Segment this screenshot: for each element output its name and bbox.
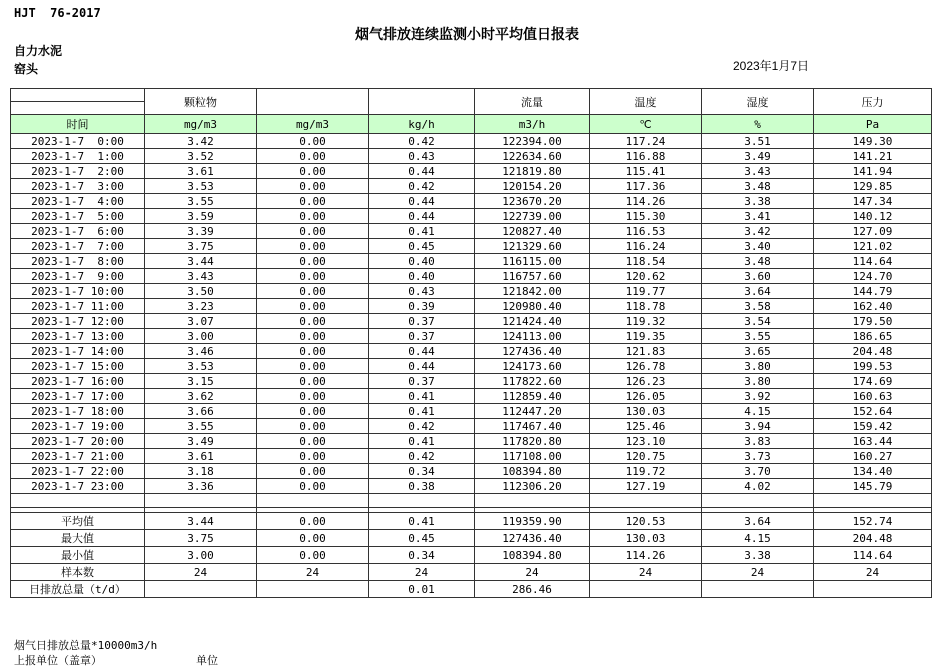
summary-label: 样本数 <box>11 564 145 581</box>
value-cell: 116.53 <box>590 224 702 239</box>
value-cell: 0.00 <box>257 513 369 530</box>
table-row <box>11 224 932 239</box>
value-cell: 0.00 <box>257 479 369 494</box>
value-cell: 3.70 <box>702 464 814 479</box>
time-cell: 2023-1-7 12:00 <box>11 314 145 329</box>
time-cell: 2023-1-7 15:00 <box>11 359 145 374</box>
unit-kgh: kg/h <box>369 115 475 134</box>
empty-row <box>11 494 932 508</box>
header-blank-col4 <box>369 89 475 115</box>
value-cell: 0.00 <box>257 164 369 179</box>
time-cell: 2023-1-7 18:00 <box>11 404 145 419</box>
time-cell: 2023-1-7 1:00 <box>11 149 145 164</box>
value-cell: 145.79 <box>814 479 932 494</box>
value-cell: 152.64 <box>814 404 932 419</box>
summary-row <box>11 513 932 530</box>
value-cell: 0.00 <box>257 329 369 344</box>
table-row <box>11 254 932 269</box>
value-cell: 0.37 <box>369 329 475 344</box>
value-cell: 112859.40 <box>475 389 590 404</box>
value-cell <box>369 494 475 508</box>
value-cell: 3.62 <box>145 389 257 404</box>
time-cell <box>11 494 145 508</box>
value-cell: 121424.40 <box>475 314 590 329</box>
value-cell: 0.42 <box>369 179 475 194</box>
header-particulate: 颗粒物 <box>145 89 257 115</box>
header-blank-col3 <box>257 89 369 115</box>
value-cell: 0.00 <box>257 134 369 149</box>
table-row <box>11 299 932 314</box>
value-cell: 4.15 <box>702 530 814 547</box>
value-cell: 130.03 <box>590 404 702 419</box>
value-cell <box>257 494 369 508</box>
table-row <box>11 404 932 419</box>
value-cell: 0.37 <box>369 374 475 389</box>
value-cell: 122739.00 <box>475 209 590 224</box>
time-cell: 2023-1-7 8:00 <box>11 254 145 269</box>
value-cell: 0.44 <box>369 194 475 209</box>
time-cell: 2023-1-7 6:00 <box>11 224 145 239</box>
monitoring-point: 窑头 <box>14 62 39 76</box>
value-cell: 0.44 <box>369 164 475 179</box>
value-cell: 0.00 <box>257 389 369 404</box>
value-cell: 0.00 <box>257 404 369 419</box>
table-row <box>11 434 932 449</box>
value-cell: 121819.80 <box>475 164 590 179</box>
value-cell: 3.43 <box>145 269 257 284</box>
value-cell: 179.50 <box>814 314 932 329</box>
value-cell: 24 <box>257 564 369 581</box>
company-name: 自力水泥 <box>14 44 63 58</box>
header-humidity: 湿度 <box>702 89 814 115</box>
value-cell: 127436.40 <box>475 530 590 547</box>
value-cell: 126.78 <box>590 359 702 374</box>
value-cell: 120.62 <box>590 269 702 284</box>
value-cell: 0.40 <box>369 254 475 269</box>
value-cell <box>145 494 257 508</box>
value-cell: 3.39 <box>145 224 257 239</box>
value-cell: 120827.40 <box>475 224 590 239</box>
value-cell: 24 <box>702 564 814 581</box>
value-cell: 123670.20 <box>475 194 590 209</box>
value-cell <box>475 494 590 508</box>
value-cell: 3.40 <box>702 239 814 254</box>
value-cell: 3.38 <box>702 547 814 564</box>
value-cell: 0.41 <box>369 404 475 419</box>
value-cell: 152.74 <box>814 513 932 530</box>
value-cell: 120154.20 <box>475 179 590 194</box>
value-cell: 3.80 <box>702 374 814 389</box>
value-cell: 3.75 <box>145 239 257 254</box>
time-cell: 2023-1-7 17:00 <box>11 389 145 404</box>
value-cell: 116757.60 <box>475 269 590 284</box>
value-cell: 160.27 <box>814 449 932 464</box>
value-cell: 163.44 <box>814 434 932 449</box>
table-row <box>11 359 932 374</box>
value-cell: 0.45 <box>369 530 475 547</box>
value-cell: 0.41 <box>369 389 475 404</box>
value-cell: 112306.20 <box>475 479 590 494</box>
value-cell: 122394.00 <box>475 134 590 149</box>
value-cell: 199.53 <box>814 359 932 374</box>
summary-row <box>11 564 932 581</box>
value-cell: 124113.00 <box>475 329 590 344</box>
table-row <box>11 269 932 284</box>
summary-row <box>11 547 932 564</box>
time-cell: 2023-1-7 23:00 <box>11 479 145 494</box>
table-row <box>11 329 932 344</box>
value-cell: 3.44 <box>145 254 257 269</box>
value-cell: 0.00 <box>257 464 369 479</box>
value-cell <box>702 494 814 508</box>
value-cell: 0.00 <box>257 224 369 239</box>
unit-percent: % <box>702 115 814 134</box>
report-date: 2023年1月7日 <box>732 59 810 73</box>
value-cell: 4.15 <box>702 404 814 419</box>
value-cell: 130.03 <box>590 530 702 547</box>
value-cell: 0.00 <box>257 284 369 299</box>
unit-pm-mgm3: mg/m3 <box>145 115 257 134</box>
value-cell: 3.18 <box>145 464 257 479</box>
time-cell: 2023-1-7 22:00 <box>11 464 145 479</box>
value-cell: 127436.40 <box>475 344 590 359</box>
time-cell: 2023-1-7 4:00 <box>11 194 145 209</box>
table-row <box>11 464 932 479</box>
value-cell: 0.39 <box>369 299 475 314</box>
value-cell: 3.41 <box>702 209 814 224</box>
value-cell: 0.45 <box>369 239 475 254</box>
value-cell: 0.00 <box>257 449 369 464</box>
table-row <box>11 149 932 164</box>
report-title: 烟气排放连续监测小时平均值日报表 <box>355 26 579 42</box>
value-cell: 3.15 <box>145 374 257 389</box>
value-cell: 0.00 <box>257 419 369 434</box>
value-cell: 24 <box>475 564 590 581</box>
value-cell: 3.58 <box>702 299 814 314</box>
value-cell: 121.02 <box>814 239 932 254</box>
value-cell: 117822.60 <box>475 374 590 389</box>
value-cell: 108394.80 <box>475 464 590 479</box>
value-cell <box>590 494 702 508</box>
value-cell: 115.30 <box>590 209 702 224</box>
header-empty-bottom-cell <box>11 102 145 115</box>
value-cell: 3.00 <box>145 329 257 344</box>
value-cell: 0.00 <box>257 344 369 359</box>
value-cell: 147.34 <box>814 194 932 209</box>
value-cell: 125.46 <box>590 419 702 434</box>
value-cell: 3.49 <box>145 434 257 449</box>
value-cell: 0.44 <box>369 209 475 224</box>
value-cell: 123.10 <box>590 434 702 449</box>
value-cell: 204.48 <box>814 344 932 359</box>
value-cell: 0.42 <box>369 419 475 434</box>
value-cell: 126.23 <box>590 374 702 389</box>
value-cell: 24 <box>590 564 702 581</box>
value-cell: 3.44 <box>145 513 257 530</box>
value-cell: 0.00 <box>257 314 369 329</box>
value-cell: 116.88 <box>590 149 702 164</box>
time-cell: 2023-1-7 14:00 <box>11 344 145 359</box>
time-cell: 2023-1-7 13:00 <box>11 329 145 344</box>
value-cell: 3.75 <box>145 530 257 547</box>
value-cell: 24 <box>814 564 932 581</box>
summary-row <box>11 530 932 547</box>
table-row <box>11 419 932 434</box>
time-cell: 2023-1-7 16:00 <box>11 374 145 389</box>
time-cell: 2023-1-7 19:00 <box>11 419 145 434</box>
value-cell: 3.52 <box>145 149 257 164</box>
value-cell: 0.38 <box>369 479 475 494</box>
value-cell: 0.37 <box>369 314 475 329</box>
report-unit-label: 上报单位（盖章） <box>14 655 102 667</box>
emission-report-table <box>10 88 932 598</box>
value-cell: 114.26 <box>590 547 702 564</box>
value-cell: 159.42 <box>814 419 932 434</box>
value-cell: 3.00 <box>145 547 257 564</box>
time-cell: 2023-1-7 10:00 <box>11 284 145 299</box>
header-flow: 流量 <box>475 89 590 115</box>
table-row <box>11 449 932 464</box>
value-cell: 0.00 <box>257 194 369 209</box>
value-cell: 3.53 <box>145 179 257 194</box>
value-cell: 124.70 <box>814 269 932 284</box>
value-cell: 121.83 <box>590 344 702 359</box>
value-cell: 149.30 <box>814 134 932 149</box>
value-cell: 108394.80 <box>475 547 590 564</box>
value-cell: 141.21 <box>814 149 932 164</box>
value-cell: 3.43 <box>702 164 814 179</box>
value-cell: 204.48 <box>814 530 932 547</box>
value-cell <box>702 581 814 598</box>
table-row <box>11 344 932 359</box>
value-cell: 0.41 <box>369 434 475 449</box>
summary-row <box>11 581 932 598</box>
unit-header-row <box>11 115 932 134</box>
value-cell: 115.41 <box>590 164 702 179</box>
unit-mgm3: mg/m3 <box>257 115 369 134</box>
table-row <box>11 134 932 149</box>
value-cell: 3.07 <box>145 314 257 329</box>
time-cell: 2023-1-7 11:00 <box>11 299 145 314</box>
value-cell: 3.53 <box>145 359 257 374</box>
value-cell: 162.40 <box>814 299 932 314</box>
value-cell: 3.55 <box>702 329 814 344</box>
header-temperature: 温度 <box>590 89 702 115</box>
value-cell: 3.73 <box>702 449 814 464</box>
value-cell: 3.64 <box>702 513 814 530</box>
time-cell: 2023-1-7 3:00 <box>11 179 145 194</box>
time-cell: 2023-1-7 20:00 <box>11 434 145 449</box>
value-cell: 4.02 <box>702 479 814 494</box>
value-cell: 3.46 <box>145 344 257 359</box>
time-cell: 2023-1-7 2:00 <box>11 164 145 179</box>
value-cell: 0.41 <box>369 513 475 530</box>
table-row <box>11 374 932 389</box>
value-cell: 120.75 <box>590 449 702 464</box>
value-cell: 0.42 <box>369 134 475 149</box>
value-cell: 119.35 <box>590 329 702 344</box>
table-row <box>11 479 932 494</box>
value-cell: 117820.80 <box>475 434 590 449</box>
value-cell: 3.55 <box>145 194 257 209</box>
footer-total-note: 烟气日排放总量*10000m3/h <box>14 639 158 652</box>
value-cell: 0.00 <box>257 299 369 314</box>
summary-label: 最大值 <box>11 530 145 547</box>
value-cell <box>590 581 702 598</box>
value-cell: 122634.60 <box>475 149 590 164</box>
value-cell: 120.53 <box>590 513 702 530</box>
value-cell: 0.01 <box>369 581 475 598</box>
summary-label: 最小值 <box>11 547 145 564</box>
header-time: 时间 <box>11 115 145 134</box>
value-cell: 0.41 <box>369 224 475 239</box>
value-cell: 117.36 <box>590 179 702 194</box>
unit-celsius: ℃ <box>590 115 702 134</box>
value-cell: 140.12 <box>814 209 932 224</box>
value-cell: 0.00 <box>257 530 369 547</box>
table-row <box>11 164 932 179</box>
value-cell: 3.23 <box>145 299 257 314</box>
value-cell: 0.00 <box>257 434 369 449</box>
value-cell: 3.42 <box>702 224 814 239</box>
value-cell: 134.40 <box>814 464 932 479</box>
value-cell: 0.43 <box>369 149 475 164</box>
value-cell: 0.00 <box>257 179 369 194</box>
value-cell: 3.94 <box>702 419 814 434</box>
value-cell: 3.64 <box>702 284 814 299</box>
value-cell <box>814 581 932 598</box>
value-cell: 286.46 <box>475 581 590 598</box>
group-header-row <box>11 89 932 102</box>
value-cell: 3.42 <box>145 134 257 149</box>
value-cell: 3.80 <box>702 359 814 374</box>
value-cell <box>257 581 369 598</box>
table-row <box>11 179 932 194</box>
value-cell: 174.69 <box>814 374 932 389</box>
value-cell: 127.09 <box>814 224 932 239</box>
value-cell: 0.00 <box>257 374 369 389</box>
value-cell: 112447.20 <box>475 404 590 419</box>
value-cell: 114.26 <box>590 194 702 209</box>
value-cell: 0.40 <box>369 269 475 284</box>
summary-label: 平均值 <box>11 513 145 530</box>
value-cell: 3.54 <box>702 314 814 329</box>
value-cell: 119.32 <box>590 314 702 329</box>
value-cell: 0.42 <box>369 449 475 464</box>
table-row <box>11 209 932 224</box>
value-cell: 3.65 <box>702 344 814 359</box>
value-cell: 116115.00 <box>475 254 590 269</box>
table-row <box>11 284 932 299</box>
header-empty-top-cell <box>11 89 145 102</box>
table-row <box>11 314 932 329</box>
value-cell: 0.00 <box>257 254 369 269</box>
value-cell: 0.00 <box>257 269 369 284</box>
unit-m3h: m3/h <box>475 115 590 134</box>
table-row <box>11 239 932 254</box>
value-cell: 129.85 <box>814 179 932 194</box>
value-cell: 124173.60 <box>475 359 590 374</box>
value-cell: 0.00 <box>257 209 369 224</box>
value-cell: 3.66 <box>145 404 257 419</box>
value-cell: 121329.60 <box>475 239 590 254</box>
value-cell: 118.54 <box>590 254 702 269</box>
value-cell: 0.34 <box>369 464 475 479</box>
value-cell: 3.50 <box>145 284 257 299</box>
value-cell: 0.00 <box>257 239 369 254</box>
value-cell: 117467.40 <box>475 419 590 434</box>
value-cell: 120980.40 <box>475 299 590 314</box>
value-cell: 141.94 <box>814 164 932 179</box>
doc-standard-code: HJT 76-2017 <box>14 6 101 20</box>
value-cell: 3.36 <box>145 479 257 494</box>
value-cell: 127.19 <box>590 479 702 494</box>
time-cell: 2023-1-7 0:00 <box>11 134 145 149</box>
table-row <box>11 389 932 404</box>
value-cell: 119.77 <box>590 284 702 299</box>
value-cell <box>145 581 257 598</box>
value-cell: 0.43 <box>369 284 475 299</box>
value-cell: 3.61 <box>145 164 257 179</box>
summary-label: 日排放总量（t/d） <box>11 581 145 598</box>
value-cell: 3.48 <box>702 254 814 269</box>
value-cell: 114.64 <box>814 547 932 564</box>
value-cell: 3.61 <box>145 449 257 464</box>
value-cell: 0.00 <box>257 149 369 164</box>
value-cell: 186.65 <box>814 329 932 344</box>
value-cell: 3.38 <box>702 194 814 209</box>
value-cell: 121842.00 <box>475 284 590 299</box>
value-cell: 0.44 <box>369 359 475 374</box>
unit-label: 单位 <box>196 655 218 667</box>
value-cell: 3.55 <box>145 419 257 434</box>
header-pressure: 压力 <box>814 89 932 115</box>
value-cell: 0.34 <box>369 547 475 564</box>
time-cell: 2023-1-7 21:00 <box>11 449 145 464</box>
value-cell: 117.24 <box>590 134 702 149</box>
value-cell: 114.64 <box>814 254 932 269</box>
value-cell: 119.72 <box>590 464 702 479</box>
value-cell: 0.00 <box>257 359 369 374</box>
value-cell: 24 <box>145 564 257 581</box>
time-cell: 2023-1-7 5:00 <box>11 209 145 224</box>
value-cell: 116.24 <box>590 239 702 254</box>
value-cell: 160.63 <box>814 389 932 404</box>
value-cell: 0.00 <box>257 547 369 564</box>
value-cell: 117108.00 <box>475 449 590 464</box>
value-cell <box>814 494 932 508</box>
value-cell: 3.92 <box>702 389 814 404</box>
value-cell: 0.44 <box>369 344 475 359</box>
value-cell: 3.60 <box>702 269 814 284</box>
value-cell: 3.48 <box>702 179 814 194</box>
value-cell: 144.79 <box>814 284 932 299</box>
time-cell: 2023-1-7 9:00 <box>11 269 145 284</box>
value-cell: 3.59 <box>145 209 257 224</box>
value-cell: 118.78 <box>590 299 702 314</box>
value-cell: 119359.90 <box>475 513 590 530</box>
value-cell: 24 <box>369 564 475 581</box>
value-cell: 3.83 <box>702 434 814 449</box>
value-cell: 3.51 <box>702 134 814 149</box>
unit-pa: Pa <box>814 115 932 134</box>
value-cell: 126.05 <box>590 389 702 404</box>
value-cell: 3.49 <box>702 149 814 164</box>
time-cell: 2023-1-7 7:00 <box>11 239 145 254</box>
table-row <box>11 194 932 209</box>
